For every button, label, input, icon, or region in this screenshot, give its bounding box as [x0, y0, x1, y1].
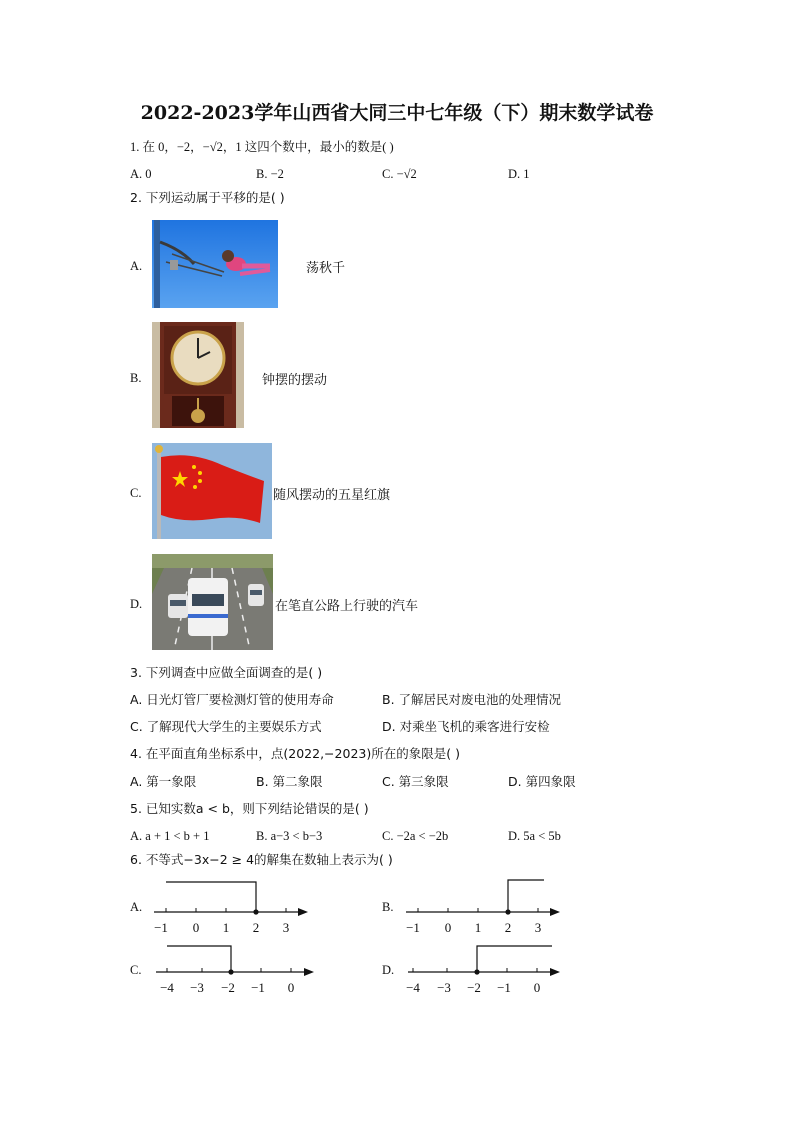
q6d-tick-2: −2	[467, 980, 481, 995]
q2-option-b-caption: 钟摆的摆动	[262, 373, 328, 388]
question-2-text: 2. 下列运动属于平移的是( )	[130, 190, 285, 205]
q6d-tick-4: 0	[533, 980, 541, 995]
question-6-text: 6. 不等式−3x−2 ≥ 4的解集在数轴上表示为( )	[130, 852, 393, 867]
q5-option-a[interactable]: A. a + 1 < b + 1	[130, 829, 210, 843]
red-flag-photo	[152, 443, 272, 539]
q1-option-b[interactable]: B. −2	[256, 167, 284, 181]
q6-option-c-letter[interactable]: C.	[130, 963, 142, 977]
q6c-tick-1: −3	[190, 980, 204, 995]
q6-number-line-a	[150, 874, 315, 940]
q6-number-line-c	[150, 936, 320, 1002]
q6c-tick-2: −2	[221, 980, 235, 995]
q6a-tick-1: 0	[192, 920, 200, 935]
q2-option-b-letter[interactable]: B.	[130, 371, 142, 385]
q2-option-c-caption: 随风摆动的五星红旗	[273, 488, 391, 503]
q5-option-b[interactable]: B. a−3 < b−3	[256, 829, 323, 843]
q5-option-c[interactable]: C. −2a < −2b	[382, 829, 449, 843]
q4-option-a[interactable]: A. 第一象限	[130, 774, 197, 789]
q6c-tick-3: −1	[251, 980, 265, 995]
highway-bus-photo	[152, 554, 273, 650]
q2-option-d-letter[interactable]: D.	[130, 597, 143, 611]
q6b-tick-1: 0	[444, 920, 452, 935]
q1-option-c[interactable]: C. −√2	[382, 167, 417, 181]
question-5-text: 5. 已知实数a < b，则下列结论错误的是( )	[130, 801, 369, 816]
q3-option-c[interactable]: C. 了解现代大学生的主要娱乐方式	[130, 719, 322, 734]
question-3-text: 3. 下列调查中应做全面调查的是( )	[130, 665, 323, 680]
q6b-tick-0: −1	[406, 920, 420, 935]
q6a-tick-2: 1	[222, 920, 230, 935]
q6-option-a-letter[interactable]: A.	[130, 900, 143, 914]
page-title: 2022-2023学年山西省大同三中七年级（下）期末数学试卷	[140, 102, 654, 124]
q6a-tick-3: 2	[252, 920, 260, 935]
q6-option-b-letter[interactable]: B.	[382, 900, 394, 914]
q4-option-c[interactable]: C. 第三象限	[382, 774, 449, 789]
q4-option-b[interactable]: B. 第二象限	[256, 774, 323, 789]
pendulum-clock-photo	[152, 322, 244, 428]
question-4-text: 4. 在平面直角坐标系中，点(2022,−2023)所在的象限是( )	[130, 746, 460, 761]
q3-option-a[interactable]: A. 日光灯管厂要检测灯管的使用寿命	[130, 692, 334, 707]
q2-option-a-caption: 荡秋千	[306, 261, 346, 276]
q3-option-d[interactable]: D. 对乘坐飞机的乘客进行安检	[382, 719, 550, 734]
q6d-tick-0: −4	[406, 980, 420, 995]
q5-option-d[interactable]: D. 5a < 5b	[508, 829, 561, 843]
q2-option-d-caption: 在笔直公路上行驶的汽车	[275, 599, 419, 614]
q2-option-c-letter[interactable]: C.	[130, 486, 142, 500]
q6b-tick-3: 2	[504, 920, 512, 935]
q2-option-a-letter[interactable]: A.	[130, 259, 143, 273]
q6-number-line-d	[402, 936, 572, 1002]
q6c-tick-4: 0	[287, 980, 295, 995]
q6b-tick-4: 3	[534, 920, 542, 935]
question-1-text: 1. 在 0，−2，−√2，1 这四个数中，最小的数是( )	[130, 140, 394, 154]
q1-option-a[interactable]: A. 0	[130, 167, 152, 181]
q1-option-d[interactable]: D. 1	[508, 167, 530, 181]
q6c-tick-0: −4	[160, 980, 174, 995]
q6a-tick-0: −1	[154, 920, 168, 935]
q6d-tick-3: −1	[497, 980, 511, 995]
swing-photo	[152, 220, 278, 308]
q6-number-line-b	[402, 874, 567, 940]
q6d-tick-1: −3	[437, 980, 451, 995]
q6b-tick-2: 1	[474, 920, 482, 935]
q4-option-d[interactable]: D. 第四象限	[508, 774, 576, 789]
q3-option-b[interactable]: B. 了解居民对废电池的处理情况	[382, 692, 562, 707]
q6-option-d-letter[interactable]: D.	[382, 963, 395, 977]
q6a-tick-4: 3	[282, 920, 290, 935]
